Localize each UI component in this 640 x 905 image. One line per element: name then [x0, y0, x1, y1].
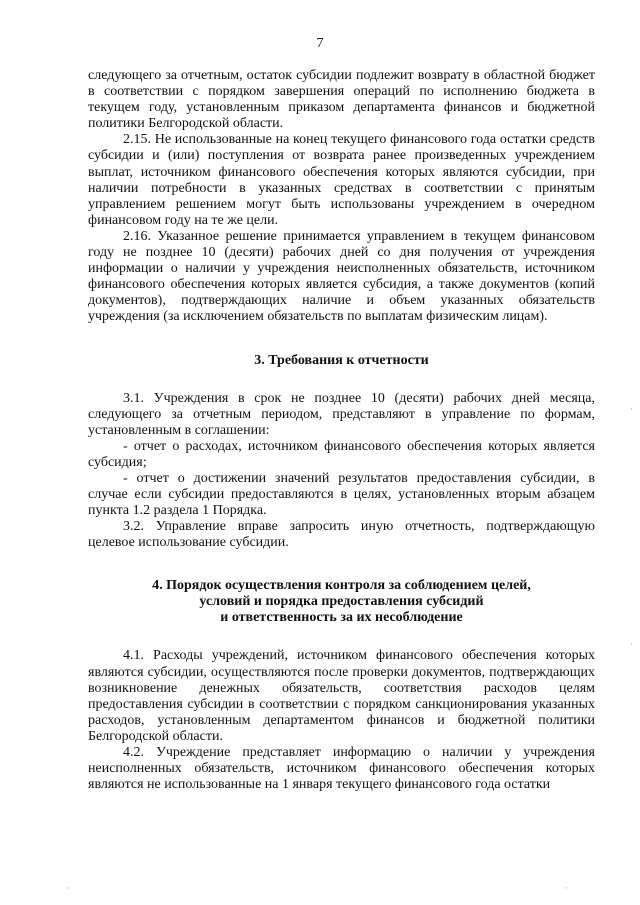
paragraph-3-1-item-results-report: - отчет о достижении значений результатов предоставления субсидии, в случае если субсидии предоставляются в целях, установленных вторым абзацем пункта 1.2 раздела 1 Порядка.: [88, 470, 595, 519]
section-4-heading-line: и ответственность за их несоблюдение: [220, 610, 463, 626]
paragraph-continuation: следующего за отчетным, остаток субсидии подлежит возврату в областной бюджет в соответствии с порядком завершения операций по исполнению бюджета в текущем году, установленным приказом департамента финансов и бюджетной политики Белгородской области.: [88, 68, 595, 132]
scan-mark: ·: [630, 404, 633, 414]
paragraph-4-1: 4.1. Расходы учреждений, источником финансового обеспечения которых являются субсидии, осуществляются после проверки документов, подтверждающих возникновение денежных обязательств, соответствия расходов целям предоставления субсидии в соответствии с порядком санкционирования указанных расходов, установленным департаментом финансов и бюджетной политики Белгородской области.: [88, 648, 595, 744]
section-4-heading: [88, 578, 595, 626]
paragraph-3-1-item-expenses-report: - отчет о расходах, источником финансового обеспечения которых является субсидия;: [88, 438, 595, 470]
page-number: 7: [316, 36, 324, 51]
scan-mark: ·: [630, 639, 633, 649]
paragraph-2-15: 2.15. Не использованные на конец текущего финансового года остатки средств субсидии и (или) поступления от возврата ранее произведенных учреждением выплат, источником финансового обеспечения которых являются субсидии, при наличии потребности в указанных средствах в соответствии с принятым управлением решением могут быть использованы учреждением в очередном финансовом году на те же цели.: [88, 132, 595, 228]
paragraph-3-2: 3.2. Управление вправе запросить иную отчетность, подтверждающую целевое использование субсидии.: [88, 519, 595, 551]
section-4-heading-line: условий и порядка предоставления субсидий: [199, 594, 484, 610]
section-4-heading-line: 4. Порядок осуществления контроля за соблюдением целей,: [152, 578, 531, 594]
paragraph-4-2: 4.2. Учреждение представляет информацию о наличии у учреждения неисполненных обязательств, источником финансового обеспечения которых являются не использованные на 1 января текущего финансового года остатки: [88, 745, 595, 793]
paragraph-2-16: 2.16. Указанное решение принимается управлением в текущем финансовом году не позднее 10 (десяти) рабочих дней со дня получения от учреждения информации о наличии у учреждения неисполненных обязательств, источником финансового обеспечения которых является субсидия, а также документов (копий документов), подтверждающих наличие и объем указанных обязательств учреждения (за исключением обязательств по выплатам физическим лицам).: [88, 228, 595, 325]
scan-mark: ·: [66, 883, 69, 893]
section-3-heading: 3. Требования к отчетности: [254, 352, 429, 368]
scan-mark: ·: [565, 883, 568, 893]
paragraph-3-1: 3.1. Учреждения в срок не позднее 10 (десяти) рабочих дней месяца, следующего за отчетным периодом, представляют в управление по формам, установленным в соглашении:: [88, 390, 595, 438]
page-content: [88, 68, 595, 793]
